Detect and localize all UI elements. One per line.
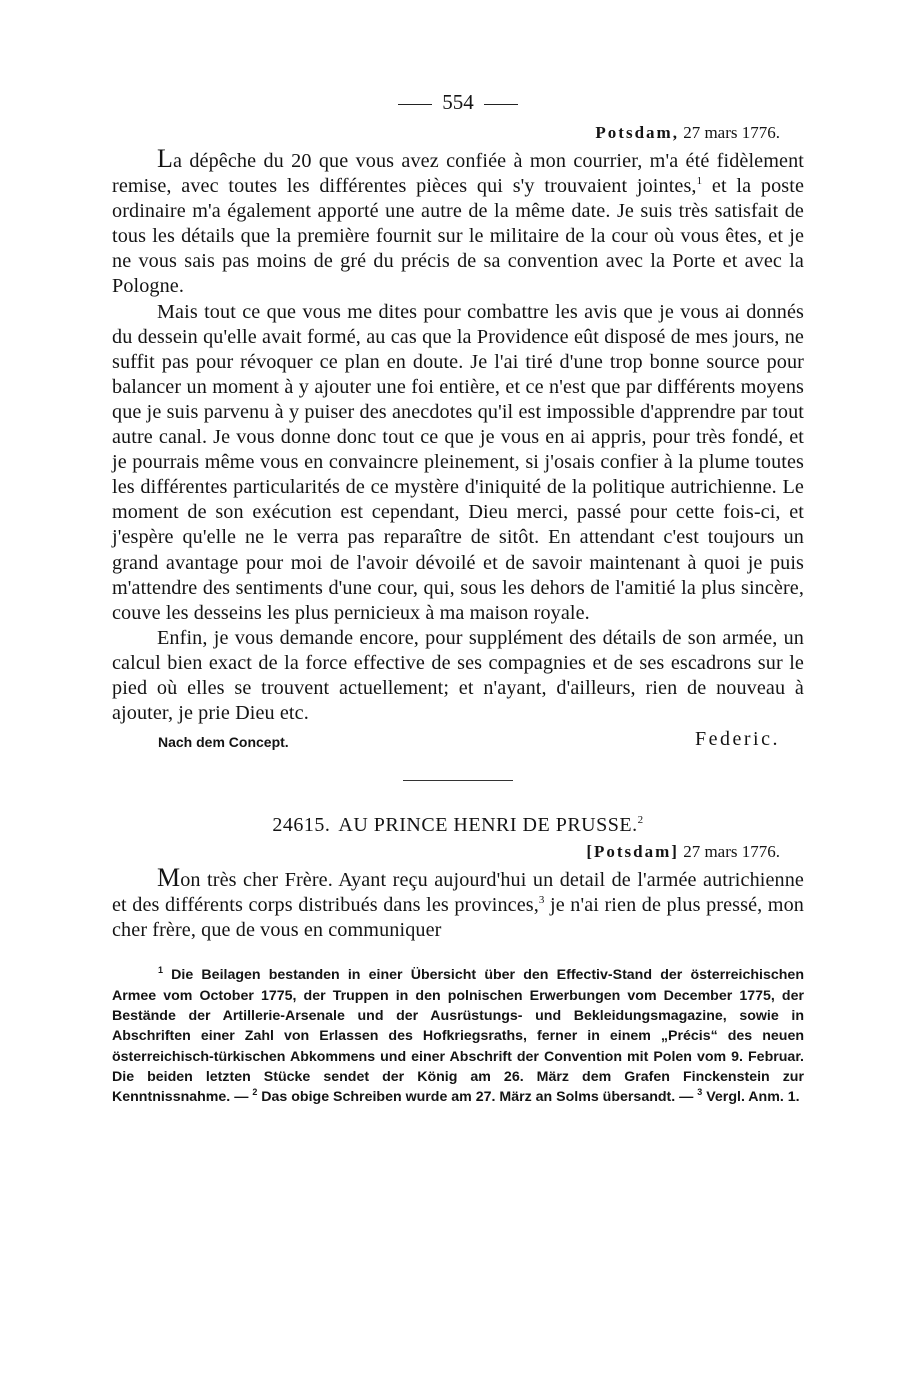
letter1-initial: L — [157, 144, 173, 173]
signature: Federic. — [695, 728, 780, 751]
footnote-ref-2: 2 — [637, 814, 644, 827]
letter1-paragraph-1 — [112, 146, 804, 300]
footnote-1-text: Die Beilagen bestanden in einer Übersicht über den Effectiv-Stand der österreichischen Armee vom October 1775, der Truppen in den polnischen Erwerbungen vom December 1775, der Bestände der Artillerie-Arsenale und der Ausrüstungs- und Bekleidungsmagazine, sowie in Abschriften einer Zahl von Erlassen des Hofkriegsraths, ferner in einem „Précis“ des neuen österreichisch-türkischen Abkommens und einer Abschrift der Convention mit Polen vom 9. Februar. Die beiden letzten Stücke sendet der König am 26. März dem Grafen Finckenstein zur Kenntnissnahme. — — [112, 967, 804, 1106]
letter2-heading — [112, 812, 804, 838]
letter1-signature-row — [112, 728, 804, 754]
letter1-p1-text: a dépêche du 20 que vous avez confiée à mon courrier, m'a été fidèlement remise, avec toutes les différentes pièces qui s'y trouvaient jointes, — [112, 150, 804, 198]
footnote-ref-1: 1 — [696, 175, 703, 188]
letter2-date: 27 mars 1776. — [683, 842, 780, 862]
page-number-header — [112, 82, 804, 122]
header-dash-left — [398, 104, 432, 105]
letter2-p1-text: on très cher Frère. Ayant reçu aujourd'hui un detail de l'armée autrichienne et des différents corps distribués dans les provinces, — [112, 869, 804, 917]
letter1-dateline — [112, 122, 780, 144]
footnote-2-text: Das obige Schreiben wurde am 27. März an Solms übersandt. — — [257, 1089, 698, 1106]
letter2-title: AU PRINCE HENRI DE PRUSSE. — [338, 814, 638, 837]
header-dash-right — [484, 104, 518, 105]
letter1-place: Potsdam, — [595, 123, 679, 142]
letter2-place: [Potsdam] — [586, 842, 679, 862]
page-number: 554 — [442, 90, 474, 114]
footnotes — [112, 965, 804, 1107]
letter1-paragraph-2: Mais tout ce que vous me dites pour combattre les avis que je vous ai donnés du dessein qu'elle avait formé, au cas que la Providence eût disposé de mes jours, ne suffit pas pour révoquer ce plan en doute. Je l'ai tiré d'une trop bonne source pour balancer un moment à y ajouter une foi entière, et ce n'est que par différents moyens que je suis parvenu à y puiser des anecdotes qu'il est impossible d'apprendre par tout autre canal. Je vous donne donc tout ce que je vous en ai appris, pour très fondé, et je pourrais même vous en convaincre pleinement, si j'osais confier à la plume toutes les différentes particularités de ce mystère d'iniquité de la politique autrichienne. Le moment de son exécution est cependant, Dieu merci, passé pour cette fois-ci, et j'espère qu'elle ne le verra pas reparaître de sitôt. En attendant c'est toujours un grand avantage pour moi de l'avoir dévoilé et de savoir maintenant à quoi je puis m'attendre des sentiments d'une cour, qui, sous les dehors de l'amitié la plus sincère, couve les desseins les plus pernicieux à ma maison royale. — [112, 300, 804, 624]
page-content — [112, 82, 804, 1108]
letter2-p1-text2: je n'ai rien de plus pressé, mon cher frère, que de vous en communiquer — [112, 894, 804, 942]
letter1-date: 27 mars 1776. — [683, 123, 780, 142]
letter1-p1-text2: et la poste ordinaire m'a également apporté une autre de la même date. Je suis très satisfait de tous les détails que la première fournit sur le militaire de la cour où vous êtes, et je ne vous sais pas moins de gré du précis de sa convention avec la Porte et avec la Pologne. — [112, 175, 805, 298]
letter2-initial: M — [157, 863, 181, 893]
letter-separator — [403, 780, 513, 781]
letter1-paragraph-3: Enfin, je vous demande encore, pour supplément des détails de son armée, un calcul bien exact de la force effective de ses compagnies et de ses escadrons sur le pied où elles se trouvent actuellement; et n'ayant, d'ailleurs, rien de nouveau à ajouter, je prie Dieu etc. — [112, 626, 804, 725]
letter2-paragraph-1 — [112, 865, 804, 943]
footnote-1-mark: 1 — [158, 965, 164, 976]
footnote-3-text: Vergl. Anm. 1. — [702, 1089, 800, 1106]
footnote-ref-3: 3 — [538, 894, 545, 907]
footnote-2-mark: 2 — [252, 1087, 258, 1098]
letter2-dateline — [112, 841, 780, 863]
footnote-3-mark: 3 — [697, 1087, 703, 1098]
concept-note: Nach dem Concept. — [158, 734, 289, 751]
letter2-number: 24615. — [272, 814, 331, 837]
